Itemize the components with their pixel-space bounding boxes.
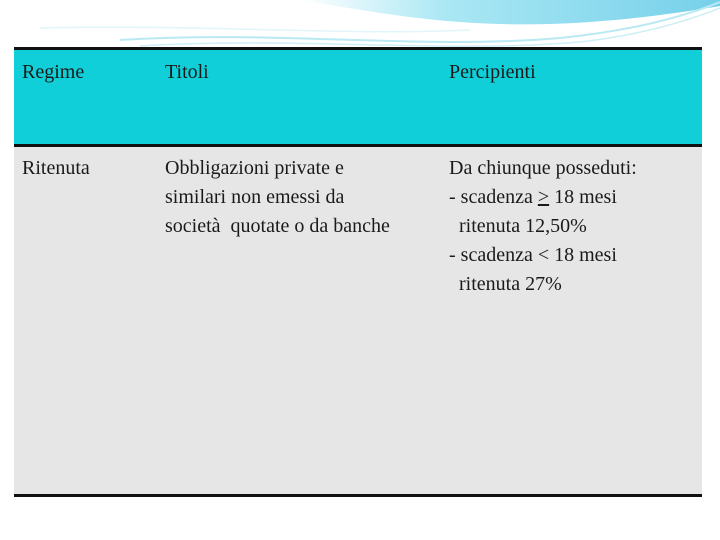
- titoli-line: società quotate o da banche: [165, 215, 390, 237]
- titoli-line: similari non emessi da: [165, 186, 345, 208]
- cell-percipienti: [449, 146, 702, 496]
- percipienti-intro: Da chiunque posseduti:: [449, 157, 637, 179]
- cell-titoli: [163, 146, 449, 496]
- percipienti-scadenza-long: [449, 183, 702, 212]
- header-titoli: Titoli: [163, 49, 449, 146]
- percipienti-ritenuta-long: ritenuta 12,50%: [449, 215, 587, 237]
- cell-regime: Ritenuta: [14, 146, 163, 496]
- scadenza-suffix: 18 mesi: [549, 186, 617, 208]
- header-percipienti: Percipienti: [449, 49, 702, 146]
- table-row: [14, 146, 702, 496]
- titoli-line: Obbligazioni private e: [165, 157, 344, 179]
- percipienti-scadenza-short: - scadenza < 18 mesi: [449, 244, 617, 266]
- header-regime: Regime: [14, 49, 163, 146]
- tax-regime-table: [14, 47, 702, 497]
- greater-equal-symbol: >: [537, 186, 550, 208]
- percipienti-ritenuta-short: ritenuta 27%: [449, 273, 562, 295]
- scadenza-prefix: - scadenza: [449, 186, 538, 208]
- table-header-row: [14, 49, 702, 146]
